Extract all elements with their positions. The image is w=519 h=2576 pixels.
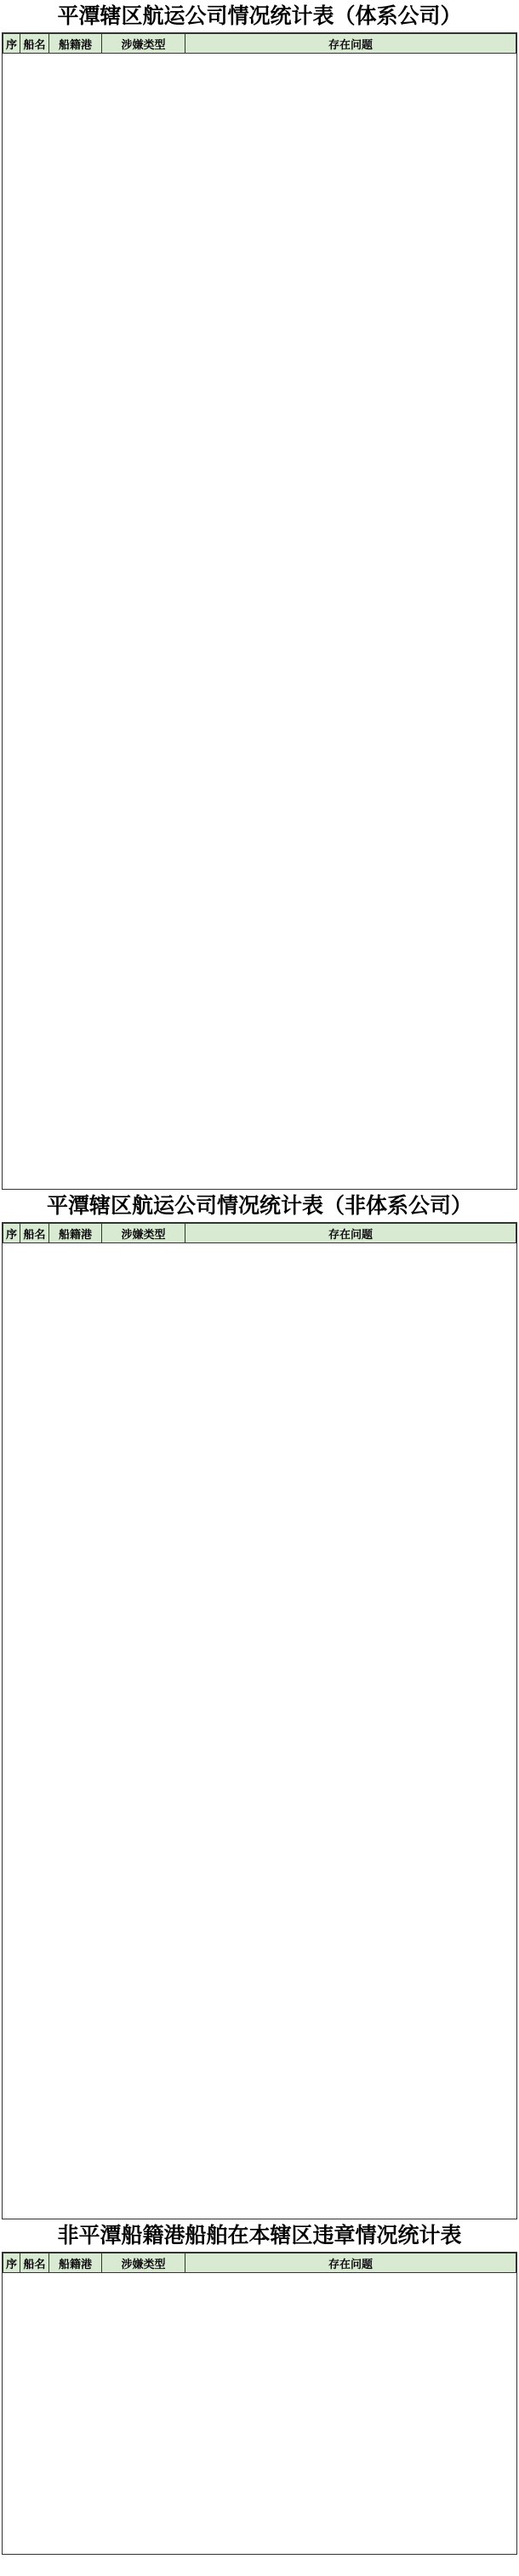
table-header-row xyxy=(3,1224,516,1243)
statistics-table-container xyxy=(2,32,517,1190)
section-title: 平潭辖区航运公司情况统计表（非体系公司） xyxy=(46,1193,472,1218)
section-non-pingtan-ships xyxy=(2,2219,517,2555)
header-port-of-registry: 船籍港 xyxy=(49,1224,102,1243)
header-index: 序 xyxy=(3,2253,20,2273)
statistics-table xyxy=(3,33,516,54)
header-issues: 存在问题 xyxy=(185,34,516,54)
header-violation-type: 涉嫌类型 xyxy=(102,2253,185,2273)
section-system-companies xyxy=(2,0,517,1190)
header-ship-name: 船名 xyxy=(20,2253,49,2273)
header-violation-type: 涉嫌类型 xyxy=(102,1224,185,1243)
header-issues: 存在问题 xyxy=(185,2253,516,2273)
header-violation-type: 涉嫌类型 xyxy=(102,34,185,54)
header-ship-name: 船名 xyxy=(20,34,49,54)
statistics-table xyxy=(3,2253,516,2273)
header-port-of-registry: 船籍港 xyxy=(49,34,102,54)
section-non-system-companies xyxy=(2,1190,517,2219)
header-issues: 存在问题 xyxy=(185,1224,516,1243)
header-ship-name: 船名 xyxy=(20,1224,49,1243)
statistics-table-container xyxy=(2,1222,517,2219)
section-title: 非平潭船籍港船舶在本辖区违章情况统计表 xyxy=(57,2223,462,2248)
header-index: 序 xyxy=(3,34,20,54)
section-title: 平潭辖区航运公司情况统计表（体系公司） xyxy=(57,3,462,28)
statistics-table-container xyxy=(2,2252,517,2555)
statistics-table xyxy=(3,1223,516,1243)
table-header-row xyxy=(3,2253,516,2273)
header-port-of-registry: 船籍港 xyxy=(49,2253,102,2273)
table-header-row xyxy=(3,34,516,54)
header-index: 序 xyxy=(3,1224,20,1243)
